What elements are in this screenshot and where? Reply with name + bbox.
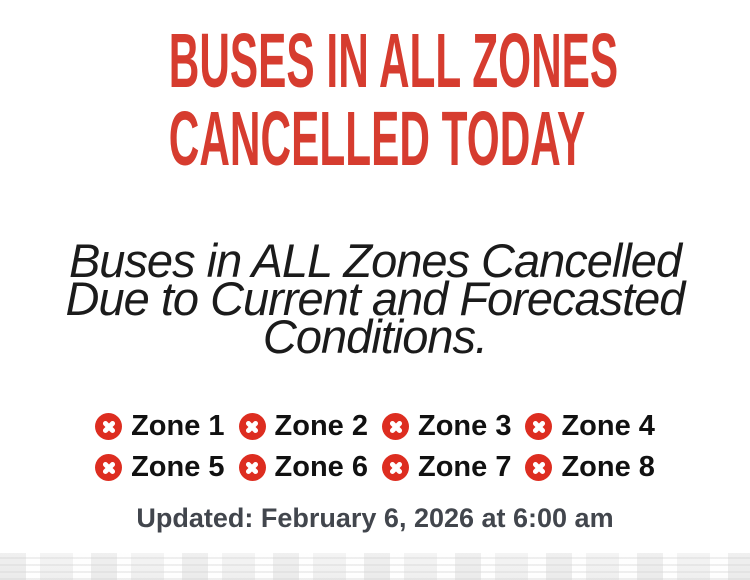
zone-status-list [95, 410, 655, 484]
zone-row [95, 410, 655, 443]
zone-item [525, 410, 654, 443]
cross-mark-icon [382, 413, 409, 440]
cancellation-message-line-1: Buses in ALL Zones Cancelled [68, 234, 682, 287]
cancellation-message-line-2: Due to Current and Forecasted [65, 272, 685, 325]
zone-item [95, 410, 224, 443]
zone-label: Zone 8 [561, 451, 655, 483]
zone-row [95, 451, 655, 484]
cross-mark-icon [95, 454, 122, 481]
zone-label: Zone 1 [131, 410, 225, 442]
zone-item [382, 451, 511, 484]
zone-label: Zone 4 [561, 410, 655, 442]
zone-label: Zone 3 [418, 410, 512, 442]
cross-mark-icon [525, 413, 552, 440]
zone-label: Zone 2 [274, 410, 368, 442]
cancellation-message-line-3: Conditions. [262, 310, 488, 363]
page-edge-texture [0, 553, 750, 580]
zone-item [382, 410, 511, 443]
zone-item [525, 451, 654, 484]
page-title-line-1: BUSES IN ALL ZONES [168, 18, 619, 104]
cross-mark-icon [239, 454, 266, 481]
zone-item [239, 451, 368, 484]
cross-mark-icon [525, 454, 552, 481]
updated-timestamp: Updated: February 6, 2026 at 6:00 am [136, 503, 614, 533]
zone-item [95, 451, 224, 484]
cross-mark-icon [95, 413, 122, 440]
cross-mark-icon [382, 454, 409, 481]
zone-label: Zone 7 [418, 451, 512, 483]
cancellation-message [65, 234, 685, 363]
zone-label: Zone 5 [131, 451, 225, 483]
page-title [168, 18, 619, 182]
zone-label: Zone 6 [274, 451, 368, 483]
page-title-line-2: CANCELLED TODAY [168, 96, 586, 182]
zone-item [239, 410, 368, 443]
cross-mark-icon [239, 413, 266, 440]
